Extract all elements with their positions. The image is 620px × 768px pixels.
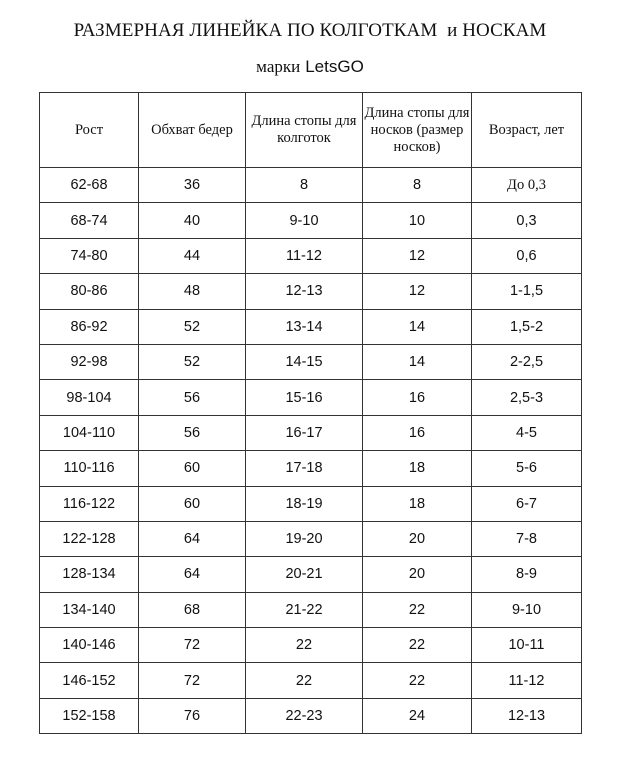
- height-cell: 98-104: [40, 380, 139, 415]
- table-row: [40, 521, 582, 556]
- age-cell: 4-5: [472, 415, 582, 450]
- foot-socks-cell: 20: [363, 557, 472, 592]
- age-cell: 9-10: [472, 592, 582, 627]
- height-cell: 74-80: [40, 238, 139, 273]
- foot-tights-cell: 18-19: [246, 486, 363, 521]
- hip-cell: 72: [139, 628, 246, 663]
- age-cell: 11-12: [472, 663, 582, 698]
- foot-tights-cell: 20-21: [246, 557, 363, 592]
- age-cell: 10-11: [472, 628, 582, 663]
- foot-socks-cell: 10: [363, 203, 472, 238]
- foot-tights-cell: 9-10: [246, 203, 363, 238]
- height-cell: 122-128: [40, 521, 139, 556]
- hip-cell: 60: [139, 451, 246, 486]
- size-table: [39, 92, 582, 734]
- foot-socks-cell: 22: [363, 592, 472, 627]
- foot-socks-cell: 18: [363, 486, 472, 521]
- foot-tights-cell: 21-22: [246, 592, 363, 627]
- hip-cell: 44: [139, 238, 246, 273]
- hip-cell: 52: [139, 344, 246, 379]
- height-cell: 146-152: [40, 663, 139, 698]
- height-cell: 128-134: [40, 557, 139, 592]
- table-row: [40, 274, 582, 309]
- height-cell: 86-92: [40, 309, 139, 344]
- foot-tights-cell: 14-15: [246, 344, 363, 379]
- table-row: [40, 344, 582, 379]
- height-cell: 68-74: [40, 203, 139, 238]
- age-cell: 5-6: [472, 451, 582, 486]
- hip-cell: 60: [139, 486, 246, 521]
- age-cell: 12-13: [472, 698, 582, 733]
- header-hip: Обхват бедер: [139, 93, 246, 168]
- foot-socks-cell: 20: [363, 521, 472, 556]
- foot-socks-cell: 8: [363, 168, 472, 203]
- foot-tights-cell: 22-23: [246, 698, 363, 733]
- table-row: [40, 203, 582, 238]
- header-height: Рост: [40, 93, 139, 168]
- header-foot-tights: Длина стопы для колготок: [246, 93, 363, 168]
- table-row: [40, 380, 582, 415]
- age-cell: 0,6: [472, 238, 582, 273]
- age-cell: 2,5-3: [472, 380, 582, 415]
- hip-cell: 72: [139, 663, 246, 698]
- foot-tights-cell: 11-12: [246, 238, 363, 273]
- hip-cell: 56: [139, 415, 246, 450]
- height-cell: 104-110: [40, 415, 139, 450]
- height-cell: 92-98: [40, 344, 139, 379]
- hip-cell: 64: [139, 521, 246, 556]
- age-cell: 2-2,5: [472, 344, 582, 379]
- foot-socks-cell: 18: [363, 451, 472, 486]
- table-row: [40, 663, 582, 698]
- hip-cell: 64: [139, 557, 246, 592]
- foot-tights-cell: 8: [246, 168, 363, 203]
- height-cell: 80-86: [40, 274, 139, 309]
- page-title: РАЗМЕРНАЯ ЛИНЕЙКА ПО КОЛГОТКАМ и НОСКАМ: [73, 20, 547, 41]
- age-cell: 1,5-2: [472, 309, 582, 344]
- height-cell: 134-140: [40, 592, 139, 627]
- foot-socks-cell: 24: [363, 698, 472, 733]
- hip-cell: 56: [139, 380, 246, 415]
- hip-cell: 52: [139, 309, 246, 344]
- table-row: [40, 168, 582, 203]
- table-row: [40, 698, 582, 733]
- brand-subtitle: [0, 57, 620, 77]
- foot-socks-cell: 22: [363, 628, 472, 663]
- brand-name: LetsGO: [305, 57, 364, 76]
- foot-socks-cell: 12: [363, 238, 472, 273]
- height-cell: 110-116: [40, 451, 139, 486]
- height-cell: 152-158: [40, 698, 139, 733]
- foot-tights-cell: 22: [246, 628, 363, 663]
- height-cell: 116-122: [40, 486, 139, 521]
- foot-socks-cell: 22: [363, 663, 472, 698]
- foot-socks-cell: 14: [363, 309, 472, 344]
- age-cell: 6-7: [472, 486, 582, 521]
- height-cell: 62-68: [40, 168, 139, 203]
- hip-cell: 40: [139, 203, 246, 238]
- foot-tights-cell: 12-13: [246, 274, 363, 309]
- foot-tights-cell: 19-20: [246, 521, 363, 556]
- header-foot-socks: Длина стопы для носков (размер носков): [363, 93, 472, 168]
- table-row: [40, 592, 582, 627]
- header-row: [40, 93, 582, 168]
- foot-tights-cell: 13-14: [246, 309, 363, 344]
- hip-cell: 76: [139, 698, 246, 733]
- table-row: [40, 628, 582, 663]
- age-cell: 0,3: [472, 203, 582, 238]
- hip-cell: 48: [139, 274, 246, 309]
- hip-cell: 36: [139, 168, 246, 203]
- foot-socks-cell: 16: [363, 415, 472, 450]
- foot-socks-cell: 16: [363, 380, 472, 415]
- foot-tights-cell: 16-17: [246, 415, 363, 450]
- table-row: [40, 451, 582, 486]
- header-age: Возраст, лет: [472, 93, 582, 168]
- hip-cell: 68: [139, 592, 246, 627]
- foot-socks-cell: 14: [363, 344, 472, 379]
- age-cell: 8-9: [472, 557, 582, 592]
- table-row: [40, 415, 582, 450]
- foot-tights-cell: 22: [246, 663, 363, 698]
- age-cell: До 0,3: [472, 168, 582, 203]
- foot-tights-cell: 15-16: [246, 380, 363, 415]
- table-row: [40, 309, 582, 344]
- foot-socks-cell: 12: [363, 274, 472, 309]
- table-row: [40, 238, 582, 273]
- height-cell: 140-146: [40, 628, 139, 663]
- table-row: [40, 486, 582, 521]
- brand-prefix: марки: [256, 57, 301, 76]
- age-cell: 7-8: [472, 521, 582, 556]
- foot-tights-cell: 17-18: [246, 451, 363, 486]
- table-row: [40, 557, 582, 592]
- table-body: [40, 168, 582, 734]
- age-cell: 1-1,5: [472, 274, 582, 309]
